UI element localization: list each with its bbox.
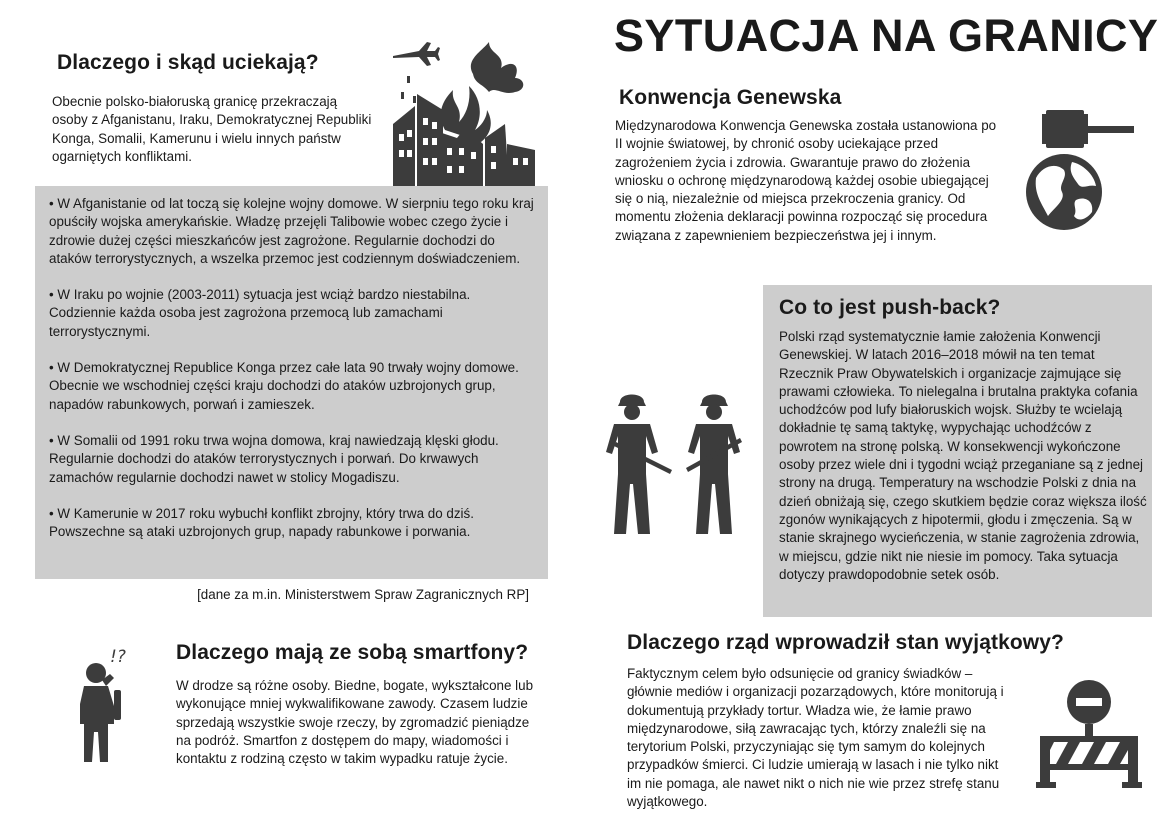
source-note: [dane za m.in. Ministerstwem Spraw Zagranicznych RP] (197, 587, 529, 602)
geneva-heading: Konwencja Genewska (619, 86, 842, 109)
bullet-afghanistan: • W Afganistanie od lat toczą się kolejne wojny domowe. W sierpniu tego roku kraj opuściły wojska amerykańskie. Władzę przejęli Talibowie wobec czego życie i zdrowie dużej części mieszkańców jest zagrożone. Regularnie dochodzi do ataków terrorystycznych, a wszelka przemoc jest codziennym doświadczeniem. (49, 196, 534, 266)
bullet-somalia: • W Somalii od 1991 roku trwa wojna domowa, kraj nawiedzają klęski głodu. Regularnie dochodzi do ataków terrorystycznych i porwań. Do krwawych zamachów regularnie dochodzi nawet w stolicy Mogadiszu. (49, 432, 499, 485)
page-title: SYTUACJA NA GRANICY (614, 10, 1159, 61)
smartphones-heading: Dlaczego mają ze sobą smartfony? (176, 641, 529, 664)
bullet-cameroon: • W Kamerunie w 2017 roku wybuchł konflikt zbrojny, który trwa do dziś. Powszechne są ataki uzbrojonych grup, napady rabunkowe i porwania. (49, 505, 474, 540)
burning-city-icon (385, 34, 545, 186)
confused-person-icon (76, 640, 136, 762)
pushback-heading: Co to jest push-back? (779, 296, 1001, 319)
flee-intro: Obecnie polsko-białoruską granicę przekraczają osoby z Afganistanu, Iraku, Demokratycznej Republiki Konga, Somalii, Kamerunu i wielu innych państw ogarniętych konfliktami. (52, 94, 372, 164)
bullet-iraq: • W Iraku po wojnie (2003-2011) sytuacja jest wciąż bardzo niestabilna. Codziennie każda osoba jest zagrożona przemocą lub zamachami terrorystycznymi. (49, 287, 471, 339)
roadblock-icon (1036, 680, 1142, 788)
smartphones-text: W drodze są różne osoby. Biedne, bogate, wykształcone lub wykonujące mniej wykwalifikowane zawody. Czasem ludzie sprzedają wszystkie swoje rzeczy, by zgromadzić pieniądze na podróż. Smartfon z dostępem do mapy, wiadomości i kontaktu z rodziną często w takim wypadku ratuje życie. (176, 678, 534, 767)
gavel-globe-icon (1024, 108, 1136, 236)
emergency-text: Faktycznym celem było odsunięcie od granicy świadków – głównie mediów i organizacji pozarządowych, które monitorują i dokumentują przykłady tortur. Władza wie, że łamie prawo międzynarodowe, siłą zawracając tych, którzy znaleźli się na terytorium Polski, przyczyniając się tym samym do kolejnych przypadków śmierci. Ci ludzie umierają w lasach i nie tylko nikt im nie pomaga, ale nawet nikt o nich nie wie przez strefę stanu wyjątkowego. (627, 666, 1004, 810)
confusion-marks: !? (110, 647, 126, 667)
bullet-congo: • W Demokratycznej Republice Konga przez całe lata 90 trwały wojny domowe. Obecnie we wschodniej części kraju dochodzi do ataków uzbrojonych grup, napadów rabunkowych, porwań i zamieszek. (49, 360, 519, 412)
countries-box (35, 186, 548, 579)
emergency-heading: Dlaczego rząd wprowadził stan wyjątkowy? (627, 631, 1064, 654)
flee-heading: Dlaczego i skąd uciekają? (57, 51, 319, 74)
soldiers-icon (602, 388, 756, 534)
pushback-text: Polski rząd systematycznie łamie założenia Konwencji Genewskiej. W latach 2016–2018 mówił na ten temat Rzecznik Praw Obywatelskich i organizacje zajmujące się prawami człowieka. To nielegalna i brutalna praktyka cofania uchodźców pod lufy białoruskich wojsk. Służby te wcielają dokładnie tę samą taktykę, wypychając uchodźców z powrotem na stronę polską. W konsekwencji wykończone osoby przez wiele dni i tygodni wciąż przeganiane są z jednej strony na drugą. Temperatury na wschodzie Polski z dnia na dzień obniżają się, czego skutkiem będzie coraz większa ilość zgonów wynikających z hipotermii, głodu i zmęczenia. Są w stanie skrajnego wycieńczenia, w stanie zagrożenia zdrowia, w miejscu, gdzie nikt nie niesie im pomocy. Taka sytuacja dotyczy prawdopodobnie setek osób. (779, 329, 1147, 582)
geneva-text: Międzynarodowa Konwencja Genewska została ustanowiona po II wojnie światowej, by chronić osoby uciekające przed zagrożeniem życia i zdrowia. Gwarantuje prawo do złożenia wniosku o ochronę międzynarodową każdej osobie ubiegającej się o nią, niezależnie od miejsca przekroczenia granicy. Od momentu złożenia deklaracji powinna rozpocząć się procedura związana z zapewnieniem bezpieczeństwa jej i innym. (615, 118, 997, 243)
